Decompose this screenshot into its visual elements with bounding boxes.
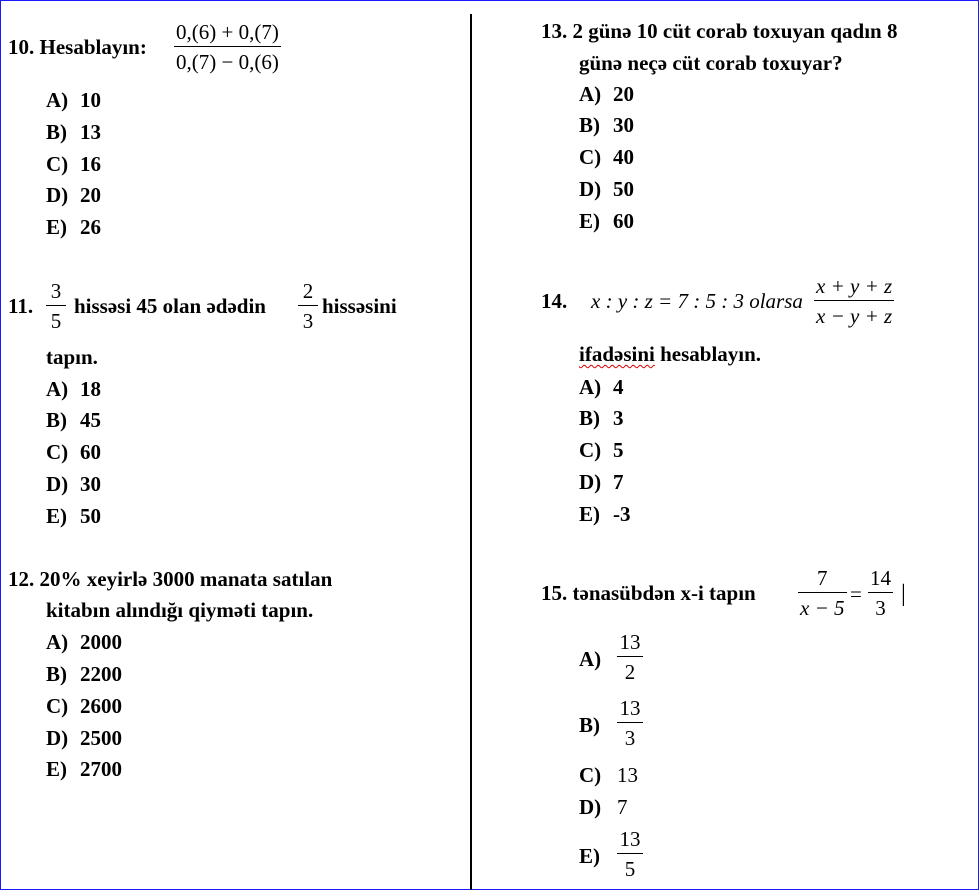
q10-label: Hesablayın: [39,35,147,59]
q11-fraction-1: 3 5 [46,281,66,332]
q14-olarsa: olarsa [749,289,803,313]
q15-option-c[interactable]: C) 13 [579,763,638,787]
column-divider [470,14,472,890]
q11-text-1: hissəsi 45 olan ədədin [74,294,266,318]
q15-option-a-fraction: 13 2 [617,632,643,683]
q11-option-a[interactable]: A) 18 [46,377,101,401]
q12-line-1: 12. 20% xeyirlə 3000 manata satılan [8,567,333,591]
q14-ratio: x : y : z = 7 : 5 : 3 olarsa [591,289,803,313]
q15-right-fraction: 14 3 [870,566,891,620]
q10-option-d[interactable]: D) 20 [46,183,101,207]
q14-option-e[interactable]: E) -3 [579,502,631,526]
q10-option-b[interactable]: B) 13 [46,120,101,144]
q13-option-c[interactable]: C) 40 [579,145,634,169]
q13-option-d[interactable]: D) 50 [579,177,634,201]
q14-option-d[interactable]: D) 7 [579,470,624,494]
q14-fraction: x + y + z x − y + z [816,274,893,328]
q15-stem: 15. tənasübdən x-i tapın [541,581,756,605]
q12-option-e[interactable]: E) 2700 [46,757,122,781]
q15-option-d[interactable]: D) 7 [579,795,628,819]
q12-number: 12. [8,567,35,591]
q15-option-e-fraction: 13 5 [617,829,643,880]
q15-left-fraction: 7 x − 5 [800,566,845,620]
q15-option-b-fraction: 13 3 [617,698,643,749]
q14-text: ifadəsini hesablayın. [579,342,762,366]
q12-option-a[interactable]: A) 2000 [46,630,122,654]
q15-equals: = [850,582,862,606]
q14-option-c[interactable]: C) 5 [579,438,624,462]
q14-option-a[interactable]: A) 4 [579,375,624,399]
q10-denominator: 0,(7) − 0,(6) [176,50,279,74]
q11-option-d[interactable]: D) 30 [46,472,101,496]
q11-option-e[interactable]: E) 50 [46,504,101,528]
q11-text-3: tapın. [46,345,98,369]
q10-option-a[interactable]: A) 10 [46,88,101,112]
q13-line-2: günə neçə cüt corab toxuyar? [579,51,843,75]
q12-line-2: kitabın alındığı qiymәti tapın. [46,598,314,622]
q10-option-e[interactable]: E) 26 [46,215,101,239]
q13-number: 13. [541,19,568,43]
q12-option-c[interactable]: C) 2600 [46,694,122,718]
q13-option-b[interactable]: B) 30 [579,113,634,137]
q11-option-b[interactable]: B) 45 [46,408,101,432]
q11-text-2: hissəsini [322,294,397,318]
q10-numerator: 0,(6) + 0,(7) [176,20,279,44]
q10-option-c[interactable]: C) 16 [46,152,101,176]
q12-option-d[interactable]: D) 2500 [46,726,122,750]
q14-option-b[interactable]: B) 3 [579,406,624,430]
q15-number: 15. [541,581,568,605]
q10-stem [8,37,147,58]
text-cursor: | [901,581,906,607]
q13-option-e[interactable]: E) 60 [579,209,634,233]
q13-option-a[interactable]: A) 20 [579,82,634,106]
q10-fraction [174,22,281,73]
q11-number: 11. [8,294,34,318]
q11-fraction-2: 2 3 [298,281,318,332]
q11-option-c[interactable]: C) 60 [46,440,101,464]
q13-line-1: 13. 2 günə 10 cüt corab toxuyan qadın 8 [541,19,898,43]
q14-number: 14. [541,289,568,313]
q12-option-b[interactable]: B) 2200 [46,662,122,686]
q10-number: 10. [8,35,35,59]
q14-spellcheck-word: ifadəsini [579,342,655,366]
